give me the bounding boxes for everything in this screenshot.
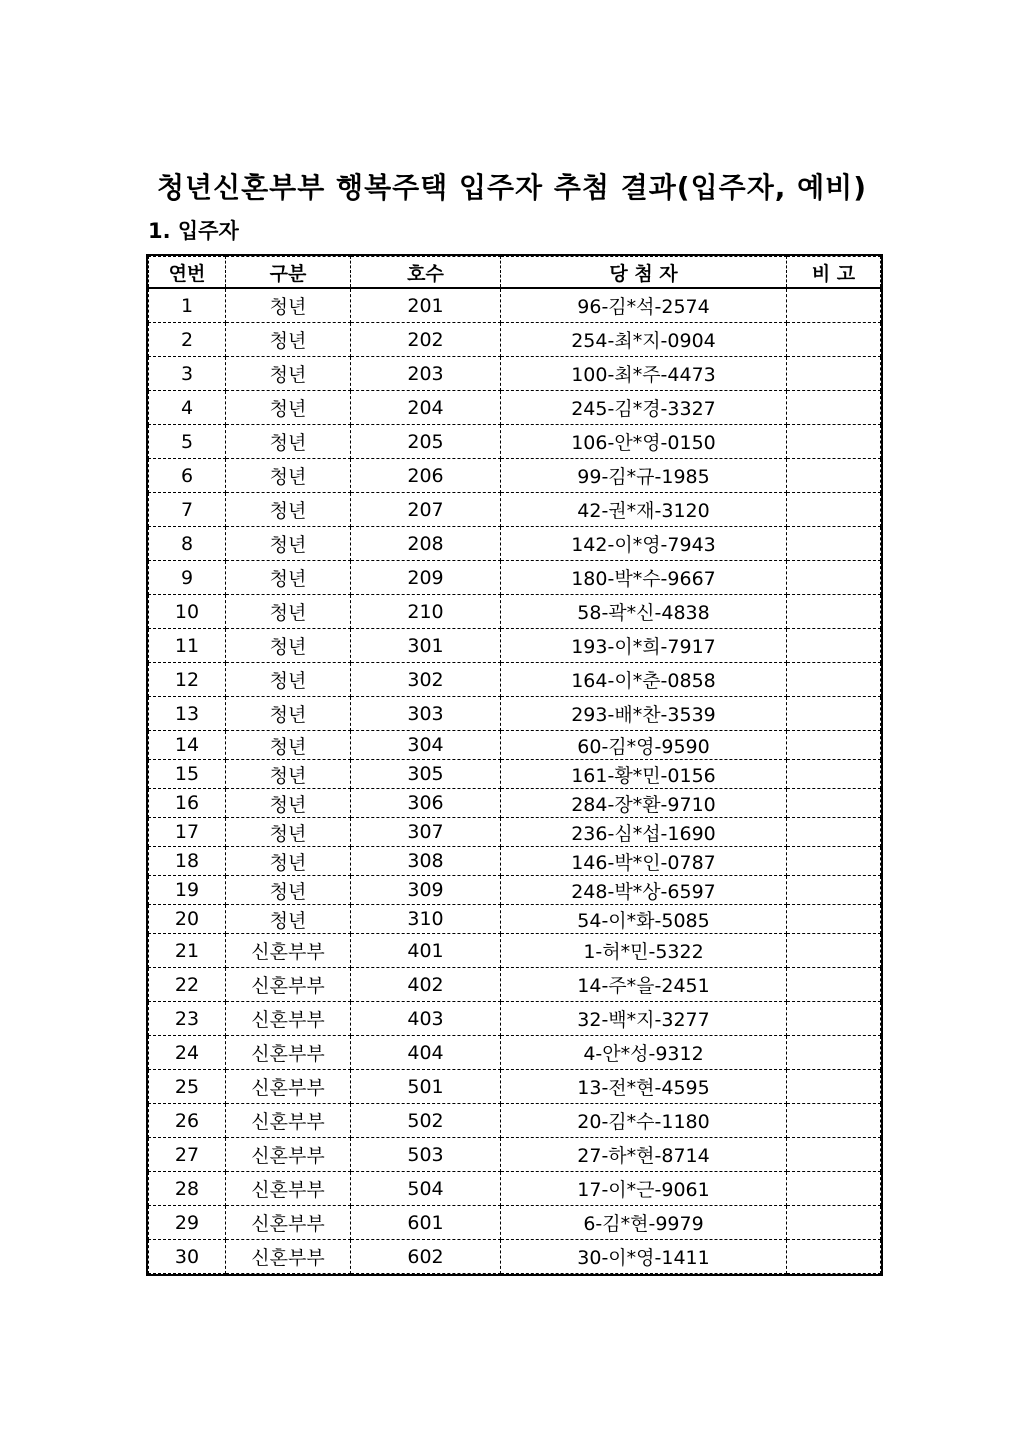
row-type-cell: 청년 [226, 493, 351, 527]
document-title: 청년신혼부부 행복주택 입주자 추첨 결과(입주자, 예비) [156, 171, 868, 204]
row-note-cell [787, 905, 881, 934]
row-number-cell: 1 [149, 288, 226, 323]
row-number-cell: 9 [149, 561, 226, 595]
row-winner-cell: 245-김*경-3327 [501, 391, 787, 425]
table-row [149, 847, 881, 876]
row-number-cell: 12 [149, 663, 226, 697]
column-header-note: 비 고 [787, 257, 881, 289]
row-winner-cell: 60-김*영-9590 [501, 731, 787, 760]
table-row [149, 1240, 881, 1274]
row-winner-cell: 248-박*상-6597 [501, 876, 787, 905]
table-header-row [149, 257, 881, 289]
winners-table [148, 256, 881, 1274]
row-number-cell: 26 [149, 1104, 226, 1138]
table-row [149, 905, 881, 934]
row-note-cell [787, 789, 881, 818]
row-winner-cell: 13-전*현-4595 [501, 1070, 787, 1104]
row-number-cell: 10 [149, 595, 226, 629]
row-note-cell [787, 1002, 881, 1036]
row-type-cell: 청년 [226, 425, 351, 459]
row-note-cell [787, 1206, 881, 1240]
column-header-type: 구분 [226, 257, 351, 289]
row-winner-cell: 20-김*수-1180 [501, 1104, 787, 1138]
row-unit-cell: 206 [351, 459, 501, 493]
row-type-cell: 청년 [226, 905, 351, 934]
row-winner-cell: 254-최*지-0904 [501, 323, 787, 357]
row-unit-cell: 209 [351, 561, 501, 595]
table-row [149, 697, 881, 731]
row-winner-cell: 164-이*춘-0858 [501, 663, 787, 697]
row-unit-cell: 402 [351, 968, 501, 1002]
table-row [149, 391, 881, 425]
row-unit-cell: 203 [351, 357, 501, 391]
row-unit-cell: 208 [351, 527, 501, 561]
row-unit-cell: 307 [351, 818, 501, 847]
row-winner-cell: 293-배*찬-3539 [501, 697, 787, 731]
table-row [149, 1070, 881, 1104]
row-number-cell: 19 [149, 876, 226, 905]
row-note-cell [787, 391, 881, 425]
row-note-cell [787, 876, 881, 905]
row-type-cell: 청년 [226, 760, 351, 789]
row-type-cell: 신혼부부 [226, 968, 351, 1002]
row-unit-cell: 401 [351, 934, 501, 968]
row-note-cell [787, 663, 881, 697]
row-winner-cell: 4-안*성-9312 [501, 1036, 787, 1070]
row-unit-cell: 308 [351, 847, 501, 876]
row-note-cell [787, 493, 881, 527]
row-number-cell: 21 [149, 934, 226, 968]
table-body [149, 288, 881, 1274]
row-type-cell: 청년 [226, 818, 351, 847]
row-unit-cell: 202 [351, 323, 501, 357]
row-number-cell: 2 [149, 323, 226, 357]
row-number-cell: 28 [149, 1172, 226, 1206]
row-winner-cell: 27-하*현-8714 [501, 1138, 787, 1172]
table-row [149, 561, 881, 595]
row-type-cell: 청년 [226, 789, 351, 818]
row-unit-cell: 501 [351, 1070, 501, 1104]
column-header-number: 연번 [149, 257, 226, 289]
row-unit-cell: 601 [351, 1206, 501, 1240]
table-row [149, 357, 881, 391]
row-type-cell: 신혼부부 [226, 1070, 351, 1104]
row-number-cell: 29 [149, 1206, 226, 1240]
row-note-cell [787, 288, 881, 323]
row-number-cell: 18 [149, 847, 226, 876]
row-winner-cell: 14-주*을-2451 [501, 968, 787, 1002]
row-type-cell: 청년 [226, 731, 351, 760]
row-type-cell: 신혼부부 [226, 1138, 351, 1172]
row-winner-cell: 42-권*재-3120 [501, 493, 787, 527]
row-type-cell: 신혼부부 [226, 1172, 351, 1206]
row-type-cell: 신혼부부 [226, 1240, 351, 1274]
row-number-cell: 22 [149, 968, 226, 1002]
row-note-cell [787, 459, 881, 493]
row-unit-cell: 504 [351, 1172, 501, 1206]
row-number-cell: 24 [149, 1036, 226, 1070]
row-unit-cell: 503 [351, 1138, 501, 1172]
row-number-cell: 25 [149, 1070, 226, 1104]
table-row [149, 493, 881, 527]
table-row [149, 425, 881, 459]
row-note-cell [787, 697, 881, 731]
row-number-cell: 30 [149, 1240, 226, 1274]
row-unit-cell: 309 [351, 876, 501, 905]
row-winner-cell: 32-백*지-3277 [501, 1002, 787, 1036]
table-row [149, 789, 881, 818]
row-type-cell: 청년 [226, 697, 351, 731]
row-number-cell: 8 [149, 527, 226, 561]
row-winner-cell: 30-이*영-1411 [501, 1240, 787, 1274]
row-number-cell: 17 [149, 818, 226, 847]
row-type-cell: 신혼부부 [226, 1206, 351, 1240]
table-row [149, 968, 881, 1002]
row-type-cell: 청년 [226, 876, 351, 905]
row-number-cell: 7 [149, 493, 226, 527]
row-number-cell: 11 [149, 629, 226, 663]
row-unit-cell: 205 [351, 425, 501, 459]
table-row [149, 663, 881, 697]
row-winner-cell: 96-김*석-2574 [501, 288, 787, 323]
row-note-cell [787, 595, 881, 629]
row-unit-cell: 403 [351, 1002, 501, 1036]
table-row [149, 1002, 881, 1036]
row-note-cell [787, 561, 881, 595]
row-note-cell [787, 1240, 881, 1274]
table-row [149, 1172, 881, 1206]
row-note-cell [787, 425, 881, 459]
column-header-winner: 당 첨 자 [501, 257, 787, 289]
row-number-cell: 4 [149, 391, 226, 425]
row-winner-cell: 99-김*규-1985 [501, 459, 787, 493]
row-note-cell [787, 1070, 881, 1104]
table-row [149, 459, 881, 493]
row-winner-cell: 6-김*현-9979 [501, 1206, 787, 1240]
row-type-cell: 청년 [226, 663, 351, 697]
row-number-cell: 23 [149, 1002, 226, 1036]
row-type-cell: 청년 [226, 527, 351, 561]
table-row [149, 1036, 881, 1070]
row-type-cell: 청년 [226, 391, 351, 425]
row-unit-cell: 302 [351, 663, 501, 697]
row-winner-cell: 161-황*민-0156 [501, 760, 787, 789]
table-row [149, 323, 881, 357]
row-unit-cell: 210 [351, 595, 501, 629]
row-note-cell [787, 818, 881, 847]
row-unit-cell: 502 [351, 1104, 501, 1138]
row-winner-cell: 58-곽*신-4838 [501, 595, 787, 629]
row-winner-cell: 17-이*근-9061 [501, 1172, 787, 1206]
row-note-cell [787, 1036, 881, 1070]
row-unit-cell: 201 [351, 288, 501, 323]
row-unit-cell: 310 [351, 905, 501, 934]
row-note-cell [787, 760, 881, 789]
row-number-cell: 6 [149, 459, 226, 493]
row-number-cell: 20 [149, 905, 226, 934]
table-row [149, 629, 881, 663]
row-winner-cell: 284-장*환-9710 [501, 789, 787, 818]
row-note-cell [787, 847, 881, 876]
row-note-cell [787, 934, 881, 968]
table-row [149, 731, 881, 760]
row-type-cell: 신혼부부 [226, 934, 351, 968]
table-row [149, 595, 881, 629]
column-header-unit: 호수 [351, 257, 501, 289]
row-unit-cell: 207 [351, 493, 501, 527]
row-winner-cell: 180-박*수-9667 [501, 561, 787, 595]
row-type-cell: 청년 [226, 629, 351, 663]
row-type-cell: 신혼부부 [226, 1002, 351, 1036]
row-winner-cell: 106-안*영-0150 [501, 425, 787, 459]
row-note-cell [787, 323, 881, 357]
row-note-cell [787, 1104, 881, 1138]
table-row [149, 934, 881, 968]
row-type-cell: 신혼부부 [226, 1104, 351, 1138]
row-unit-cell: 602 [351, 1240, 501, 1274]
row-winner-cell: 146-박*인-0787 [501, 847, 787, 876]
table-row [149, 1138, 881, 1172]
row-number-cell: 13 [149, 697, 226, 731]
row-winner-cell: 100-최*주-4473 [501, 357, 787, 391]
row-note-cell [787, 1138, 881, 1172]
row-type-cell: 청년 [226, 459, 351, 493]
table-row [149, 527, 881, 561]
table-row [149, 876, 881, 905]
table-row [149, 1206, 881, 1240]
table-row [149, 288, 881, 323]
table-row [149, 760, 881, 789]
row-type-cell: 청년 [226, 357, 351, 391]
row-type-cell: 신혼부부 [226, 1036, 351, 1070]
row-number-cell: 27 [149, 1138, 226, 1172]
row-type-cell: 청년 [226, 561, 351, 595]
row-type-cell: 청년 [226, 847, 351, 876]
row-note-cell [787, 1172, 881, 1206]
row-winner-cell: 193-이*희-7917 [501, 629, 787, 663]
row-note-cell [787, 357, 881, 391]
row-type-cell: 청년 [226, 595, 351, 629]
row-unit-cell: 404 [351, 1036, 501, 1070]
row-note-cell [787, 629, 881, 663]
row-note-cell [787, 731, 881, 760]
row-unit-cell: 306 [351, 789, 501, 818]
row-note-cell [787, 527, 881, 561]
section-title: 1. 입주자 [148, 219, 239, 243]
row-winner-cell: 236-심*섭-1690 [501, 818, 787, 847]
row-unit-cell: 301 [351, 629, 501, 663]
row-number-cell: 14 [149, 731, 226, 760]
row-unit-cell: 303 [351, 697, 501, 731]
row-number-cell: 16 [149, 789, 226, 818]
row-unit-cell: 305 [351, 760, 501, 789]
row-type-cell: 청년 [226, 323, 351, 357]
row-number-cell: 15 [149, 760, 226, 789]
row-type-cell: 청년 [226, 288, 351, 323]
table-row [149, 818, 881, 847]
row-number-cell: 3 [149, 357, 226, 391]
row-winner-cell: 1-허*민-5322 [501, 934, 787, 968]
row-unit-cell: 304 [351, 731, 501, 760]
row-note-cell [787, 968, 881, 1002]
row-unit-cell: 204 [351, 391, 501, 425]
row-number-cell: 5 [149, 425, 226, 459]
row-winner-cell: 54-이*화-5085 [501, 905, 787, 934]
row-winner-cell: 142-이*영-7943 [501, 527, 787, 561]
table-row [149, 1104, 881, 1138]
